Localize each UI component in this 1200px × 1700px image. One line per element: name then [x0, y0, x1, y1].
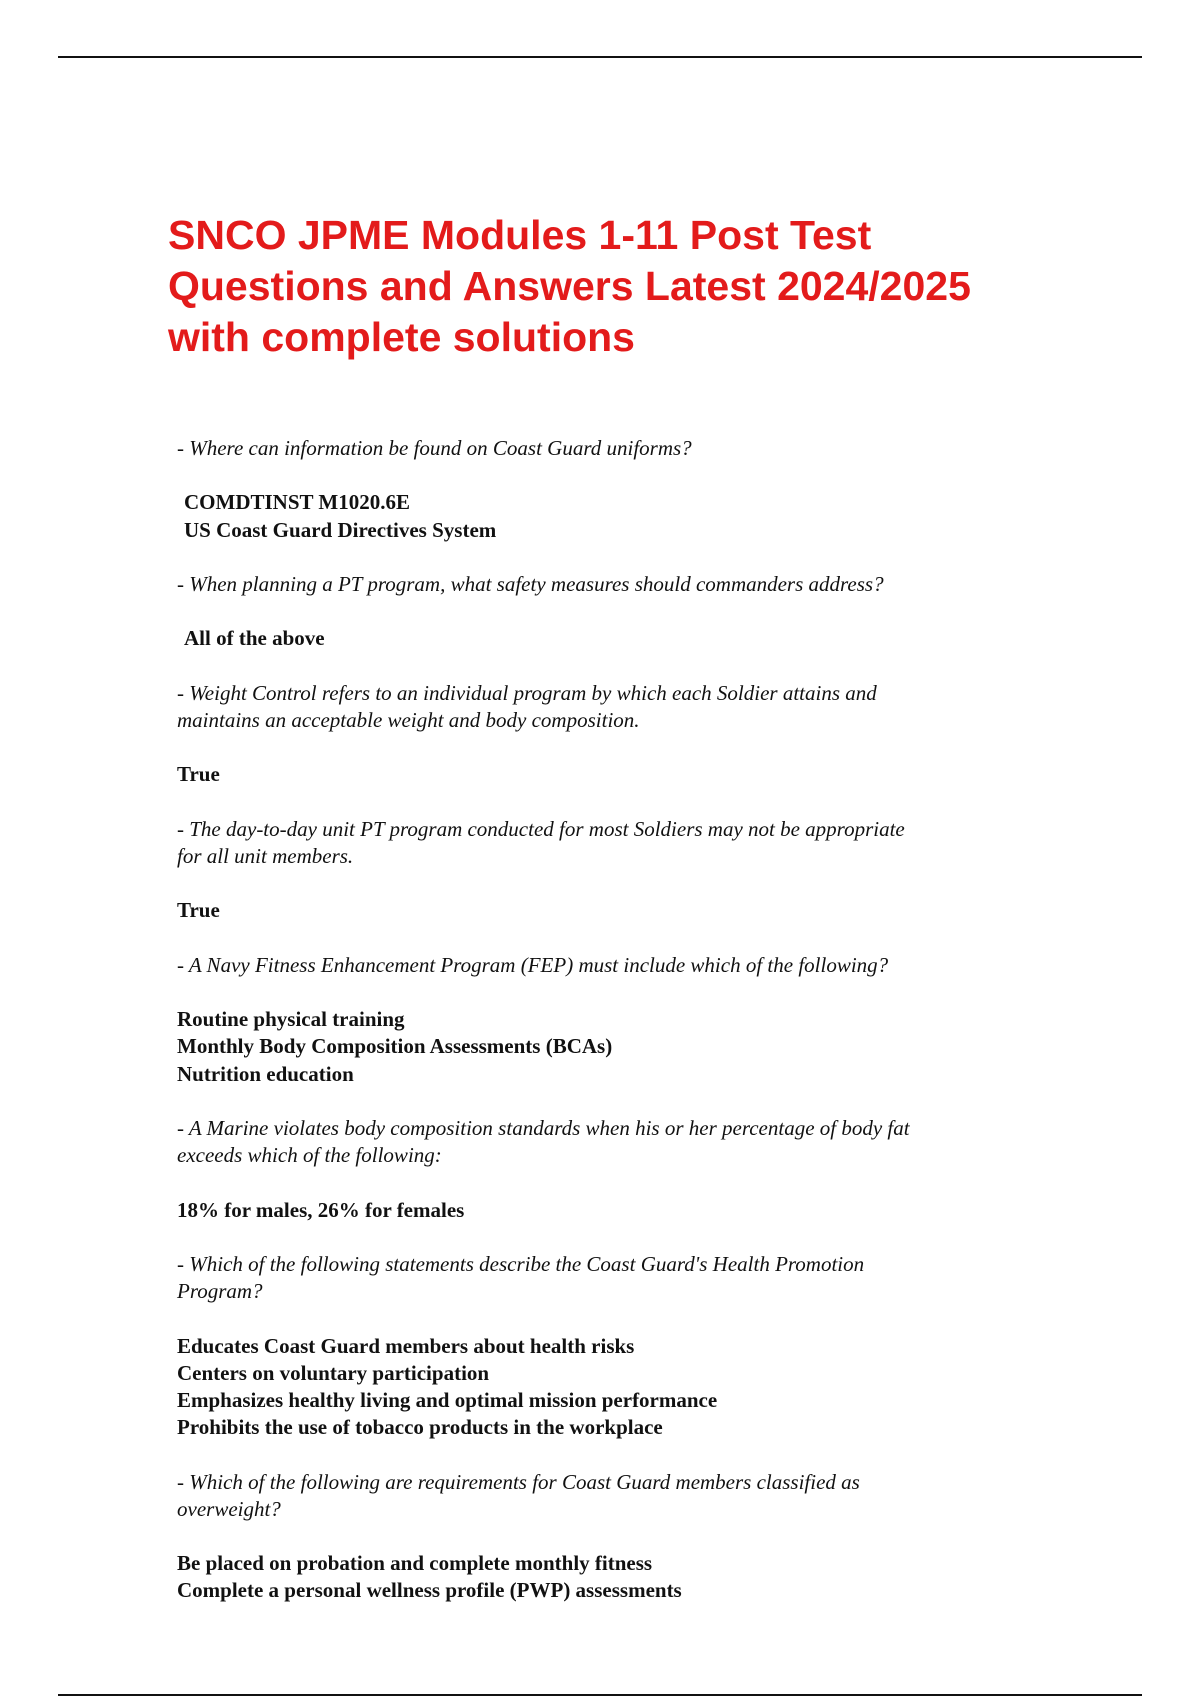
question-line: for all unit members.: [177, 843, 354, 868]
answer: [177, 897, 1037, 924]
question: [177, 680, 1037, 734]
answer: [177, 1333, 1037, 1442]
question: [177, 1469, 1037, 1523]
answer-line: True: [177, 762, 220, 787]
question-line: overweight?: [177, 1496, 281, 1521]
question-line: maintains an acceptable weight and body composition.: [177, 707, 640, 732]
answer-line: Complete a personal wellness profile (PWP) assessments: [177, 1578, 682, 1603]
qa-list: [177, 435, 1037, 1632]
question: [177, 435, 1037, 462]
answer-line: Educates Coast Guard members about health risks: [177, 1333, 635, 1358]
answer-line: Nutrition education: [177, 1061, 354, 1086]
question: [177, 571, 1037, 598]
answer-line: Emphasizes healthy living and optimal mission performance: [177, 1387, 718, 1412]
question: [177, 952, 1037, 979]
question-line: - A Marine violates body composition standards when his or her percentage of body fat: [177, 1115, 910, 1140]
question-line: - The day-to-day unit PT program conducted for most Soldiers may not be appropriate: [177, 816, 905, 841]
title-line: with complete solutions: [168, 314, 635, 360]
footer-rule: [58, 1694, 1142, 1696]
answer: [177, 625, 1037, 652]
qa-item: [177, 816, 1037, 925]
answer-line: COMDTINST M1020.6E: [184, 490, 410, 515]
qa-item: [177, 1469, 1037, 1605]
title-line: Questions and Answers Latest 2024/2025: [168, 263, 971, 309]
answer-line: Prohibits the use of tobacco products in the workplace: [177, 1415, 663, 1440]
question: [177, 816, 1037, 870]
header-rule: [58, 56, 1142, 58]
answer: [177, 1006, 1037, 1088]
qa-item: [177, 435, 1037, 544]
answer-line: Be placed on probation and complete monthly fitness: [177, 1551, 653, 1576]
qa-item: [177, 680, 1037, 789]
answer-line: All of the above: [184, 626, 325, 651]
answer-line: Centers on voluntary participation: [177, 1360, 490, 1385]
title-line: SNCO JPME Modules 1-11 Post Test: [168, 212, 872, 258]
question-line: - Which of the following are requirements for Coast Guard members classified as: [177, 1469, 860, 1494]
answer-line: US Coast Guard Directives System: [184, 517, 497, 542]
question-line: - Which of the following statements describe the Coast Guard's Health Promotion: [177, 1251, 865, 1276]
answer-line: Monthly Body Composition Assessments (BCAs): [177, 1034, 613, 1059]
question-line: - Where can information be found on Coast Guard uniforms?: [177, 436, 692, 460]
question-line: Program?: [177, 1279, 263, 1304]
answer: [177, 1197, 1037, 1224]
qa-item: [177, 571, 1037, 653]
answer-line: True: [177, 898, 220, 923]
question-line: - When planning a PT program, what safety measures should commanders address?: [177, 571, 884, 596]
answer-line: Routine physical training: [177, 1007, 405, 1032]
question-line: - Weight Control refers to an individual program by which each Soldier attains and: [177, 680, 877, 705]
answer: [177, 489, 1037, 543]
answer-line: 18% for males, 26% for females: [177, 1197, 465, 1222]
answer: [177, 1550, 1037, 1604]
qa-item: [177, 1251, 1037, 1441]
question: [177, 1251, 1037, 1305]
question: [177, 1115, 1037, 1169]
document-title: [168, 210, 1068, 363]
question-line: - A Navy Fitness Enhancement Program (FEP) must include which of the following?: [177, 952, 889, 977]
question-line: exceeds which of the following:: [177, 1143, 442, 1168]
answer: [177, 761, 1037, 788]
qa-item: [177, 1115, 1037, 1224]
qa-item: [177, 952, 1037, 1088]
